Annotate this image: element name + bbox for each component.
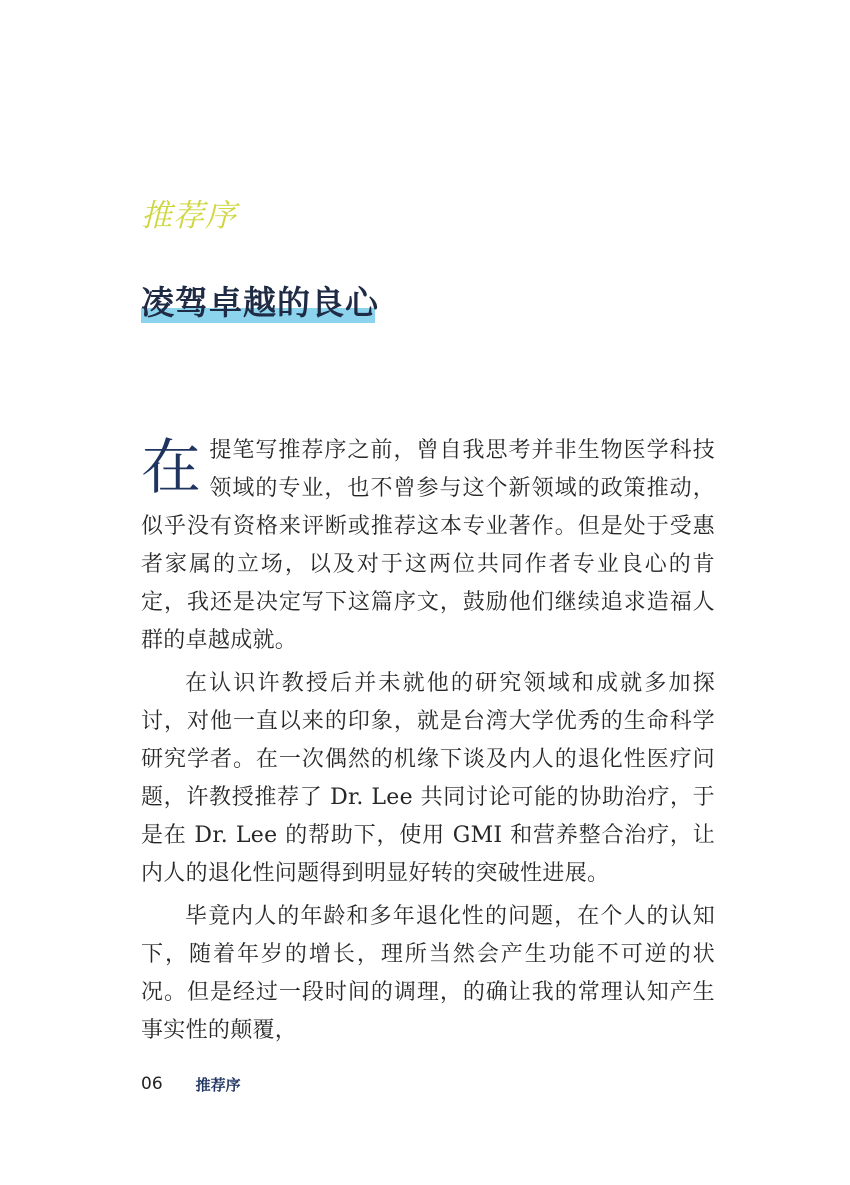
page-footer — [141, 1072, 241, 1096]
section-label: 推荐序 — [141, 198, 237, 234]
paragraph-2: 在认识许教授后并未就他的研究领域和成就多加探讨，对他一直以来的印象，就是台湾大学优秀的生命科学研究学者。在一次偶然的机缘下谈及内人的退化性医疗问题，许教授推荐了 Dr. Lee 共同讨论可能的协助治疗，于是在 Dr. Lee 的帮助下，使用 GMI 和营养整合治疗，让内人的退化性问题得到明显好转的突破性进展。 — [141, 671, 715, 886]
footer-section-label: 推荐序 — [195, 1075, 241, 1094]
page-number: 06 — [141, 1074, 163, 1094]
paragraph-3: 毕竟内人的年龄和多年退化性的问题，在个人的认知下，随着年岁的增长，理所当然会产生功能不可逆的状况。但是经过一段时间的调理，的确让我的常理认知产生事实性的颠覆， — [141, 904, 715, 1043]
body-text — [141, 432, 715, 1055]
chapter-title-block — [141, 280, 379, 328]
paragraph-1 — [141, 432, 715, 660]
chapter-title: 凌驾卓越的良心 — [141, 283, 379, 322]
paragraph-1-text: 提笔写推荐序之前，曾自我思考并非生物医学科技领域的专业，也不曾参与这个新领域的政策推动，似乎没有资格来评断或推荐这本专业著作。但是处于受惠者家属的立场，以及对于这两位共同作者专业良心的肯定，我还是决定写下这篇序文，鼓励他们继续追求造福人群的卓越成就。 — [141, 438, 715, 653]
drop-cap: 在 — [141, 433, 202, 503]
